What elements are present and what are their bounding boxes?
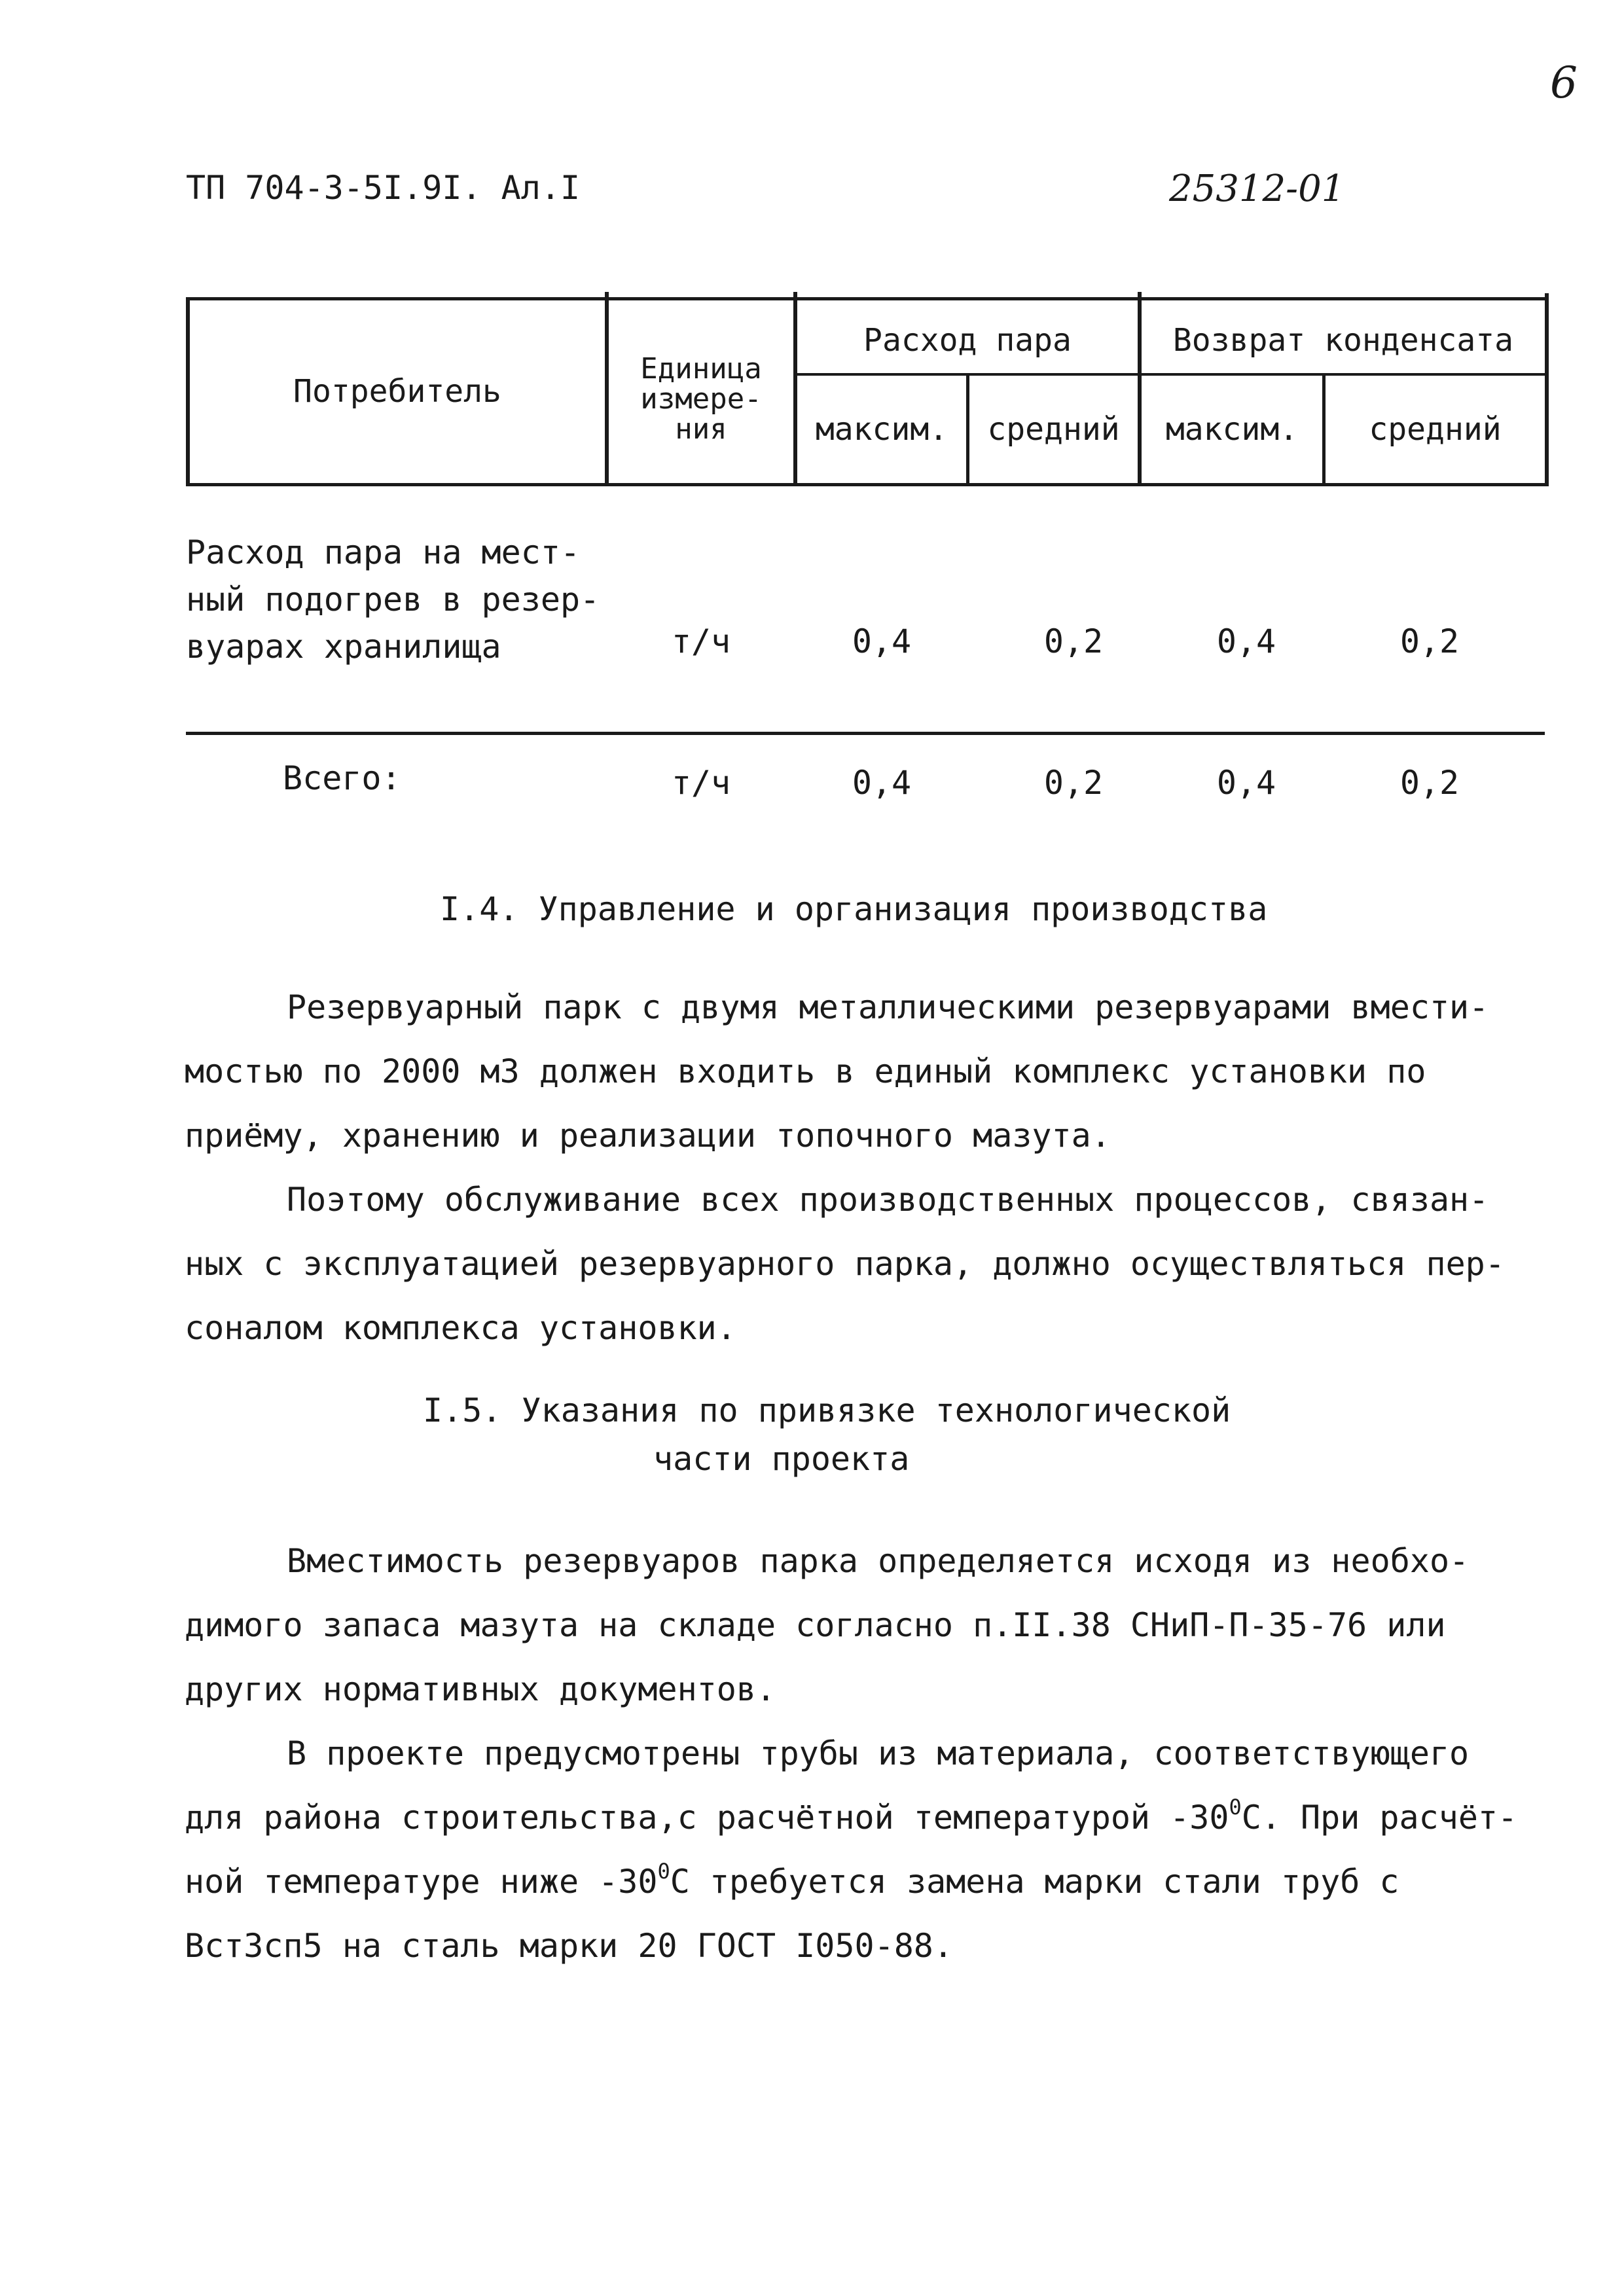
total-unit: т/ч bbox=[671, 763, 731, 802]
document-code: ТП 704-3-5I.9I. Ал.I bbox=[186, 169, 581, 207]
paragraph-line: ных с эксплуатацией резервуарного парка, должно осуществляться пер- bbox=[185, 1245, 1505, 1283]
table-border-bottom bbox=[186, 483, 1549, 486]
section-heading-1-5-line1: I.5. Указания по привязке технологической bbox=[423, 1391, 1231, 1429]
table-header-consumer: Потребитель bbox=[293, 373, 501, 410]
section-heading-1-5-line2: части проекта bbox=[653, 1440, 910, 1478]
table-header-condensate-max: максим. bbox=[1165, 410, 1299, 448]
consumer-name-line: Расход пара на мест- bbox=[186, 533, 581, 571]
paragraph-line: приёму, хранению и реализации топочного мазута. bbox=[185, 1117, 1111, 1155]
table-header-unit bbox=[609, 340, 793, 458]
text-fragment: ной температуре ниже -30 bbox=[185, 1863, 658, 1901]
paragraph-1-5-second bbox=[185, 1721, 1518, 1978]
paragraph-line: Вместимость резервуаров парка определяется исходя из необхо- bbox=[287, 1542, 1470, 1580]
total-steam-avg: 0,2 bbox=[1043, 763, 1104, 802]
handwritten-reference: 25312-01 bbox=[1169, 168, 1345, 210]
consumer-name-line: ный подогрев в резер- bbox=[186, 581, 600, 619]
table-header-condensate-avg: средний bbox=[1369, 410, 1502, 448]
total-label: Всего: bbox=[283, 759, 401, 797]
unit-header-line: ния bbox=[675, 412, 727, 446]
total-separator-line bbox=[186, 732, 1545, 735]
row-unit: т/ч bbox=[671, 622, 731, 660]
paragraph-line: ВстЗсп5 на сталь марки 20 ГОСТ I050-88. bbox=[185, 1927, 953, 1965]
paragraph-line: соналом комплекса установки. bbox=[185, 1309, 736, 1347]
row-consumer-name bbox=[186, 529, 600, 670]
paragraph-line bbox=[185, 1785, 1518, 1850]
unit-header-line: измере- bbox=[640, 382, 762, 416]
degree-superscript: 0 bbox=[1229, 1795, 1242, 1820]
paragraph-line: В проекте предусмотрены трубы из материала, соответствующего bbox=[287, 1734, 1470, 1772]
paragraph-1-4-second bbox=[185, 1168, 1513, 1360]
section-heading-1-4: I.4. Управление и организация производства bbox=[440, 890, 1268, 928]
paragraph-line: других нормативных документов. bbox=[185, 1670, 776, 1708]
row-condensate-avg: 0,2 bbox=[1399, 622, 1460, 660]
page-number: 6 bbox=[1550, 58, 1578, 108]
total-condensate-max: 0,4 bbox=[1216, 763, 1276, 802]
paragraph-line bbox=[185, 1850, 1513, 1914]
table-header-steam: Расход пара bbox=[863, 321, 1072, 359]
paragraph-line: Поэтому обслуживание всех производственных процессов, связан- bbox=[287, 1181, 1489, 1219]
table-header-condensate: Возврат конденсата bbox=[1172, 321, 1514, 359]
total-steam-max: 0,4 bbox=[852, 763, 912, 802]
total-condensate-avg: 0,2 bbox=[1399, 763, 1460, 802]
text-fragment: С требуется замена марки стали труб с bbox=[670, 1863, 1399, 1901]
unit-header-line: Единица bbox=[640, 351, 762, 386]
consumer-name-line: вуарах хранилища bbox=[186, 628, 501, 666]
paragraph-line: мостью по 2000 м3 должен входить в единый комплекс установки по bbox=[185, 1052, 1426, 1090]
text-fragment: С. При расчёт- bbox=[1241, 1799, 1518, 1837]
row-steam-max: 0,4 bbox=[852, 622, 912, 660]
paragraph-line: димого запаса мазута на складе согласно п.II.38 СНиП-П-35-76 или bbox=[185, 1606, 1446, 1644]
text-fragment: для района строительства,с расчётной температурой -30 bbox=[185, 1799, 1229, 1837]
row-steam-avg: 0,2 bbox=[1043, 622, 1104, 660]
degree-superscript: 0 bbox=[657, 1859, 670, 1884]
table-header-steam-avg: средний bbox=[987, 410, 1120, 448]
paragraph-1-5-first bbox=[185, 1529, 1513, 1721]
paragraph-1-4-first bbox=[185, 975, 1513, 1168]
row-condensate-max: 0,4 bbox=[1216, 622, 1276, 660]
paragraph-line: Резервуарный парк с двумя металлическими резервуарами вмести- bbox=[287, 988, 1489, 1026]
table-border-right bbox=[1545, 293, 1549, 486]
table-header-steam-max: максим. bbox=[815, 410, 948, 448]
